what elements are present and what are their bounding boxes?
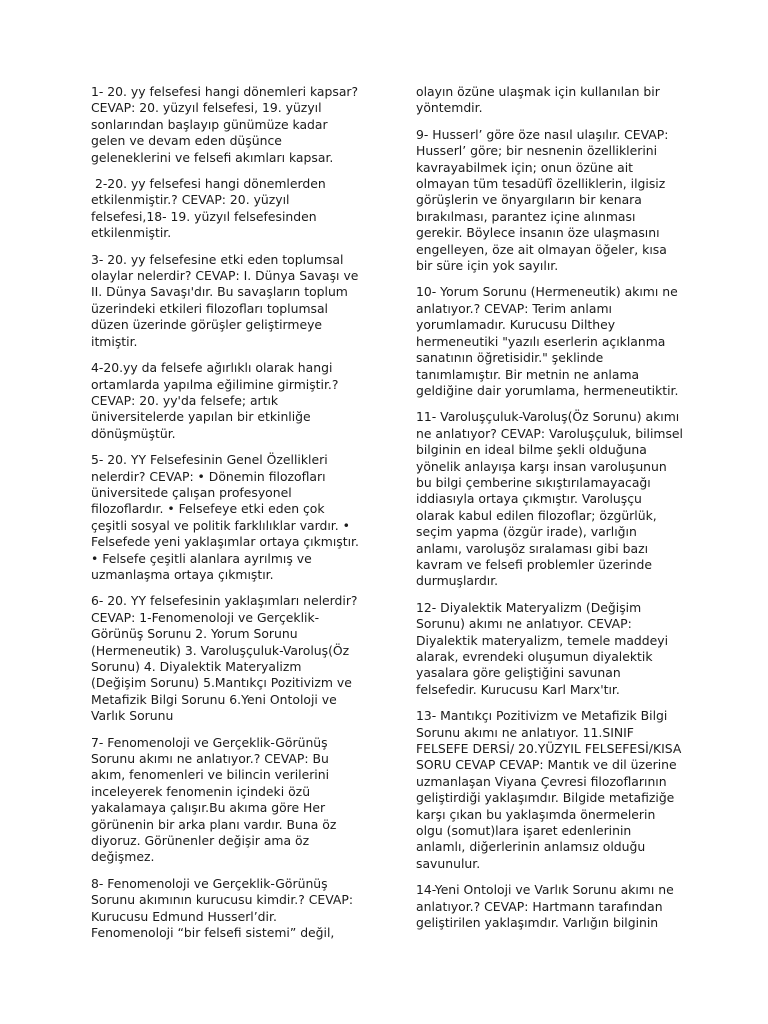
paragraph-q8: 8- Fenomenoloji ve Gerçeklik-Görünüş Sorunu akımının kurucusu kimdir.? CEVAP: Kurucusu Edmund Husserl’dir. Fenomenoloji “bir felsefi sistemi” değil, [91,875,354,941]
paragraph-q10: 10- Yorum Sorunu (Hermeneutik) akımı ne anlatıyor.? CEVAP: Terim anlamı yorumlamadır. Kurucusu Dilthey hermeneutiki "yazılı eserlerin açıklanma sanatının öğretisidir." şeklinde tanımlamıştır. Bir metnin ne anlama geldiğine dair yorumlama, hermeneutiktir. [416,284,679,398]
left-column [91,84,381,952]
paragraph-q1: 1- 20. yy felsefesi hangi dönemleri kapsar? CEVAP: 20. yüzyıl felsefesi, 19. yüzyıl sonlarından başlayıp günümüze kadar gelen ve devam eden düşünce geleneklerini ve felsefi akımları kapsar. [91,84,359,165]
paragraph-q3: 3- 20. yy felsefesine etki eden toplumsal olaylar nelerdir? CEVAP: I. Dünya Savaşı ve II. Dünya Savaşı'dır. Bu savaşların toplum üzerindeki etkileri filozofları toplumsal düzen üzerinde görüşler geliştirmeye itmiştir. [91,251,359,349]
paragraph-q8-continued: olayın özüne ulaşmak için kullanılan bir yöntemdir. [416,84,660,116]
paragraph-q5: 5- 20. YY Felsefesinin Genel Özellikleri nelerdir? CEVAP: • Dönemin filozofları üniversitede çalışan profesyonel filozoflardır. • Felsefeye etki eden çok çeşitli sosyal ve politik farklılıklar vardır. • Felsefede yeni yaklaşımlar ortaya çıkmıştır. • Felsefe çeşitli alanlara ayrılmış ve uzmanlaşma ortaya çıkmıştır. [91,452,359,582]
right-column [416,84,706,942]
paragraph-q13: 13- Mantıkçı Pozitivizm ve Metafizik Bilgi Sorunu akımı ne anlatıyor. 11.SINIF FELSEFE DERSİ/ 20.YÜZYIL FELSEFESİ/KISA SORU CEVAP CEVAP: Mantık ve dil üzerine uzmanlaşan Viyana Çevresi filozoflarının geliştirdiği yaklaşımdır. Bilgide metafiziğe karşı çıkan bu yaklaşımda önermelerin olgu (somut)lara işaret edenlerinin anlamlı, diğerlerinin anlamsız olduğu savunulur. [416,708,682,871]
paragraph-q9: 9- Husserl’ göre öze nasıl ulaşılır. CEVAP: Husserl’ göre; bir nesnenin özelliklerini kavrayabilmek için; onun özüne ait olmayan tüm tesadüfî özelliklerin, ilgisiz görüşlerin ve önyargıların bir kenara bırakılması, parantez içine alınması gerekir. Böylece insanın öze ulaşmasını engelleyen, öze ait olmayan öğeler, kısa bir süre için yok sayılır. [416,126,669,274]
paragraph-q4: 4-20.yy da felsefe ağırlıklı olarak hangi ortamlarda yapılma eğilimine girmiştir.? CEVAP: 20. yy'da felsefe; artık üniversitelerde yapılan bir etkinliğe dönüşmüştür. [91,360,339,441]
paragraph-q2: 2-20. yy felsefesi hangi dönemlerden etkilenmiştir.? CEVAP: 20. yüzyıl felsefesi,18- 19. yüzyıl felsefesinden etkilenmiştir. [91,176,326,241]
paragraph-q14: 14-Yeni Ontoloji ve Varlık Sorunu akımı ne anlatıyor.? CEVAP: Hartmann tarafından geliştirilen yaklaşımdır. Varlığın bilginin [416,882,674,931]
paragraph-q6: 6- 20. YY felsefesinin yaklaşımları nelerdir? CEVAP: 1-Fenomenoloji ve Gerçeklik- Görünüş Sorunu 2. Yorum Sorunu (Hermeneutik) 3. Varoluşçuluk-Varoluş(Öz Sorunu) 4. Diyalektik Materyalizm (Değişim Sorunu) 5.Mantıkçı Pozitivizm ve Metafizik Bilgi Sorunu 6.Yeni Ontoloji ve Varlık Sorunu [91,593,358,724]
paragraph-q11: 11- Varoluşçuluk-Varoluş(Öz Sorunu) akımı ne anlatıyor? CEVAP: Varoluşçuluk, bilimsel bilginin en ideal bilme şekli olduğuna yönelik anlayışa karşı insan varoluşunun bu bilgi çemberine sıkıştırılamayacağı iddiasıyla ortaya çıkmıştır. Varoluşçu olarak kabul edilen filozoflar; özgürlük, seçim yapma (özgür irade), varlığın anlamı, varoluşöz sıralaması gibi bazı kavram ve felsefi problemler üzerinde durmuşlardır. [416,409,684,589]
paragraph-q7: 7- Fenomenoloji ve Gerçeklik-Görünüş Sorunu akımı ne anlatıyor.? CEVAP: Bu akım, fenomenleri ve bilincin verilerini inceleyerek fenomenin içindeki özü yakalamaya çalışır.Bu akıma göre Her görünenin bir arka planı vardır. Buna öz diyoruz. Görünenler değişir ama öz değişmez. [91,734,337,865]
paragraph-q12: 12- Diyalektik Materyalizm (Değişim Sorunu) akımı ne anlatıyor. CEVAP: Diyalektik materyalizm, temele maddeyi alarak, evrendeki oluşumun diyalektik yasalara göre geliştiğini savunan felsefedir. Kurucusu Karl Marx'tır. [416,599,669,697]
